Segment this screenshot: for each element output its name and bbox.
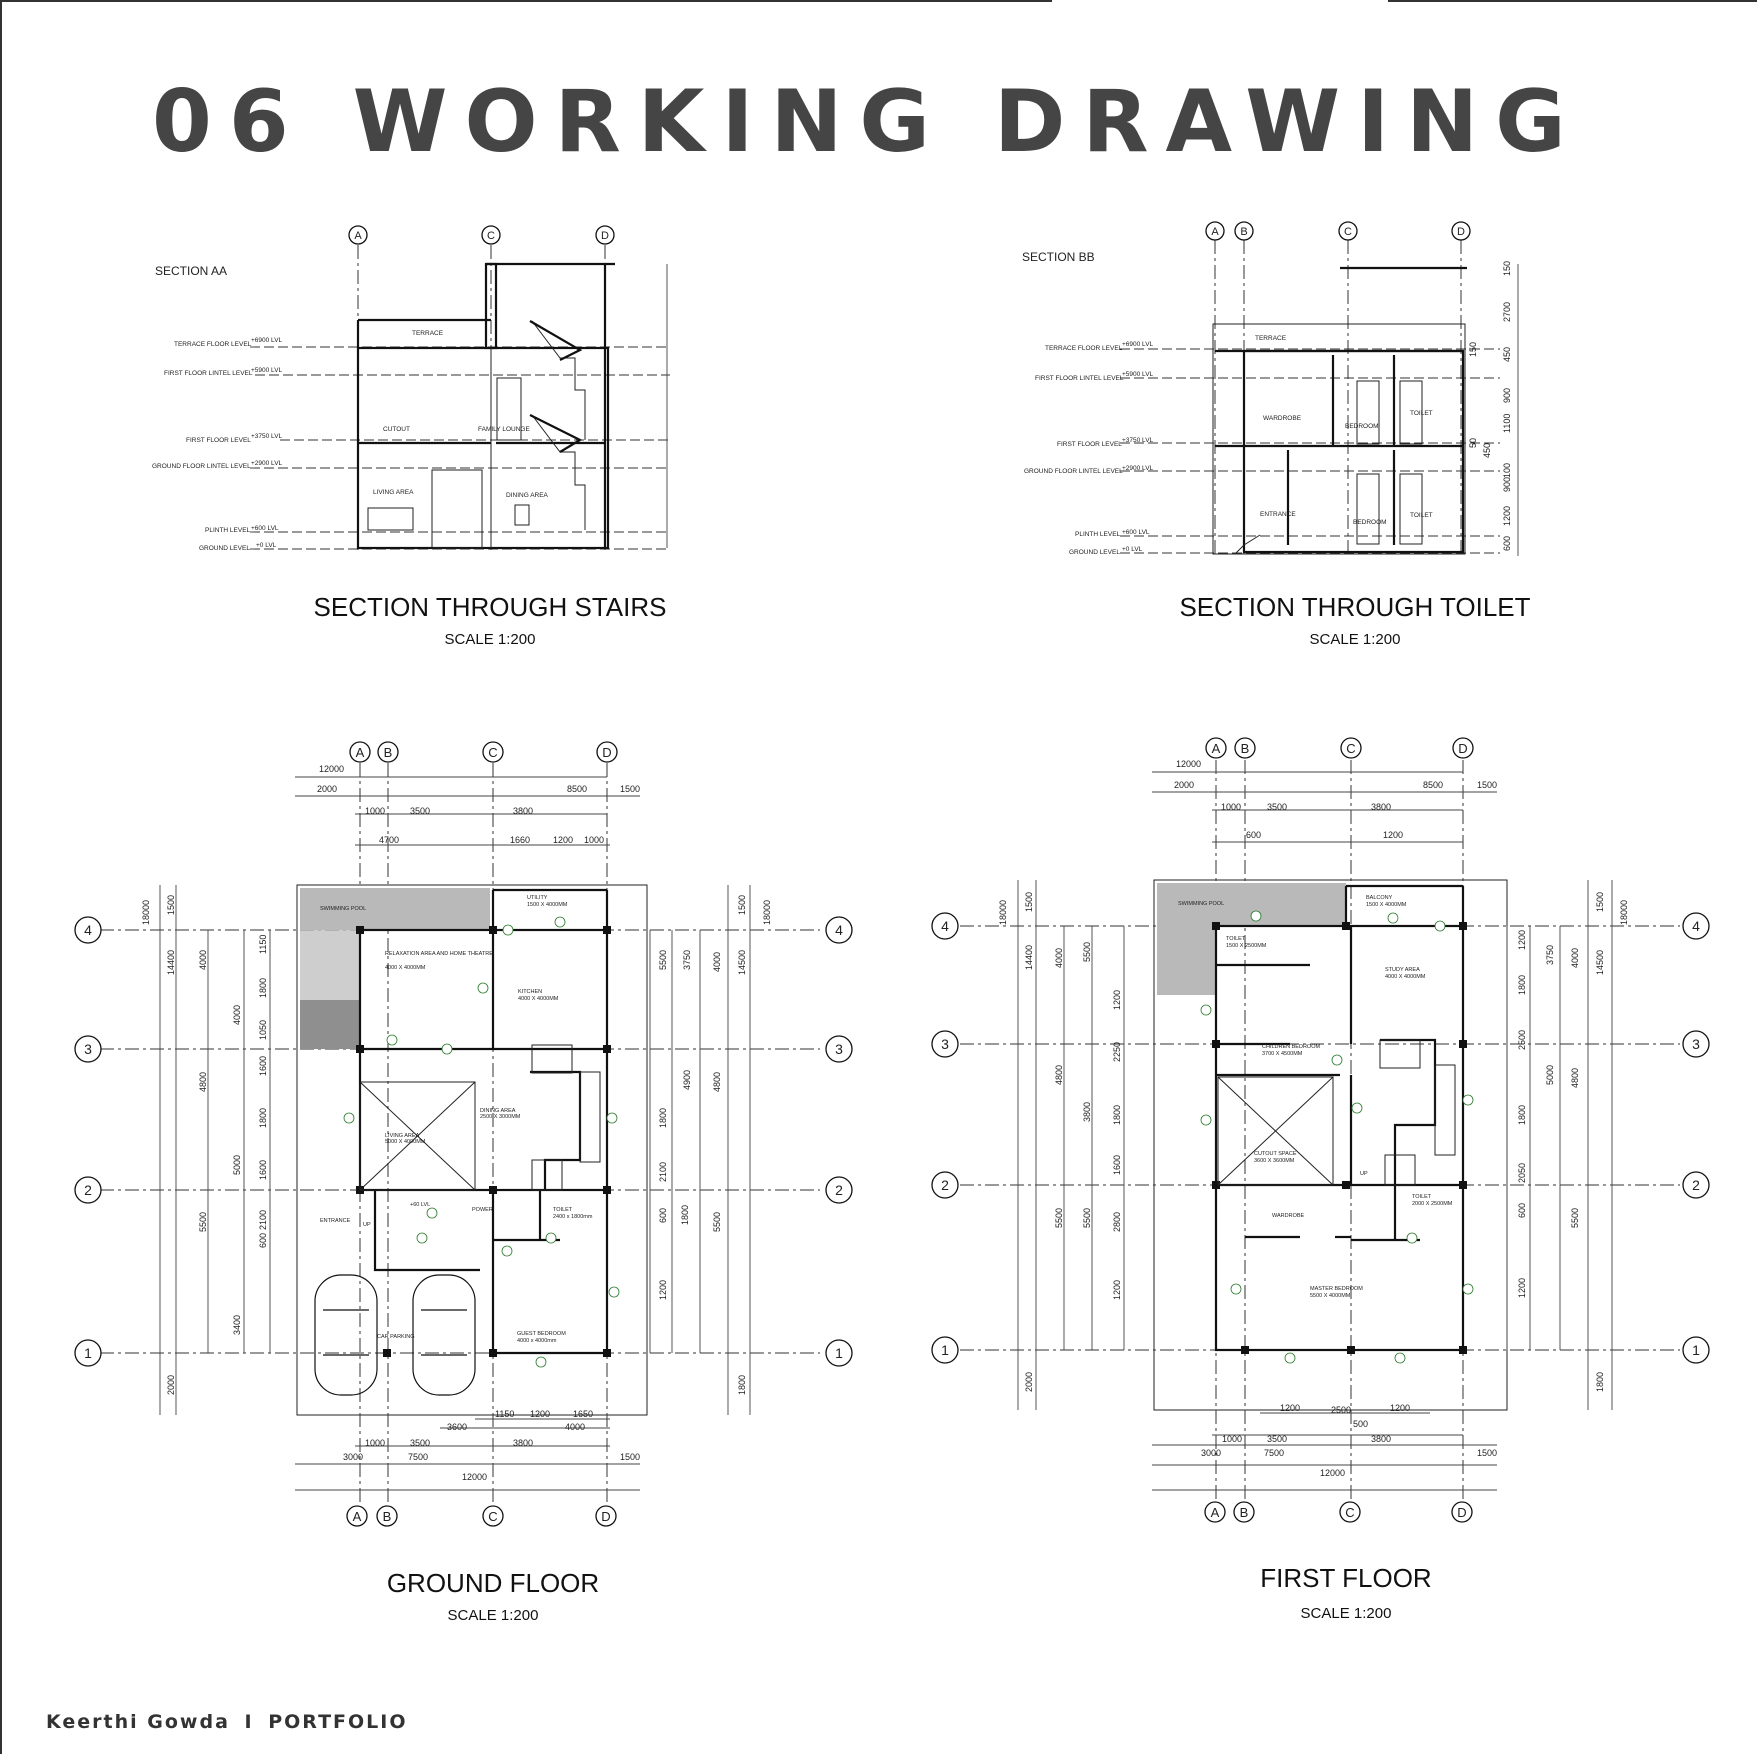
gf-room-utility-size: 1500 X 4000MM	[527, 902, 568, 908]
svg-text:4000: 4000	[232, 1004, 242, 1025]
svg-text:1800: 1800	[1595, 1371, 1605, 1392]
section-bb-grid-c: C	[1344, 226, 1352, 238]
svg-text:4800: 4800	[1054, 1064, 1064, 1085]
svg-text:1800: 1800	[1112, 1104, 1122, 1125]
section-bb-scale: SCALE 1:200	[1309, 631, 1401, 648]
svg-text:2500: 2500	[1331, 1405, 1352, 1415]
svg-text:1000: 1000	[584, 835, 605, 845]
bb-level-value-1: +5900 LVL	[1122, 371, 1154, 378]
bb-room-bedroom-ff: BEDROOM	[1345, 423, 1379, 430]
ff-room-master-bedroom: MASTER BEDROOM	[1310, 1286, 1363, 1292]
ff-room-study-size: 4000 X 4000MM	[1385, 974, 1426, 980]
svg-text:1800: 1800	[680, 1204, 690, 1225]
svg-text:5000: 5000	[1545, 1064, 1555, 1085]
aa-level-name-1: FIRST FLOOR LINTEL LEVEL	[164, 370, 253, 377]
aa-level-value-0: +6900 LVL	[251, 337, 283, 344]
ff-room-wardrobe: WARDROBE	[1272, 1213, 1305, 1219]
svg-text:4000: 4000	[1570, 947, 1580, 968]
first-floor-scale: SCALE 1:200	[1300, 1605, 1392, 1622]
gf-room-living-size: 5000 X 4000MM	[385, 1139, 426, 1145]
bb-level-name-3: GROUND FLOOR LINTEL LEVEL	[1024, 468, 1123, 475]
section-bb-grid-a: A	[1211, 226, 1219, 238]
gf-grid-3-left: 3	[84, 1041, 92, 1057]
svg-text:3800: 3800	[513, 806, 534, 816]
gf-room-power: POWER	[472, 1207, 493, 1213]
ff-dims-top	[1152, 772, 1497, 842]
svg-text:1500: 1500	[1477, 780, 1498, 790]
svg-text:1800: 1800	[258, 977, 268, 998]
gf-dim-bottom-12000: 12000	[462, 1472, 488, 1482]
bb-level-name-5: GROUND LEVEL	[1069, 549, 1120, 556]
gf-grid-b-top: B	[383, 745, 393, 760]
gf-up-tag: UP	[363, 1222, 371, 1228]
bb-room-bedroom-gf: BEDROOM	[1353, 519, 1387, 526]
svg-text:1200: 1200	[1112, 989, 1122, 1010]
svg-text:3800: 3800	[1371, 1434, 1392, 1444]
svg-text:5500: 5500	[712, 1211, 722, 1232]
gf-grid-a-top: A	[355, 745, 365, 760]
svg-text:14400: 14400	[1024, 944, 1034, 970]
svg-text:900: 900	[1502, 476, 1512, 492]
svg-text:600: 600	[258, 1232, 268, 1248]
svg-text:1200: 1200	[1517, 929, 1527, 950]
svg-text:900: 900	[1502, 387, 1512, 403]
svg-text:600: 600	[658, 1207, 668, 1223]
bb-level-name-4: PLINTH LEVEL	[1075, 531, 1121, 538]
section-aa-scale: SCALE 1:200	[444, 631, 536, 648]
gf-grid-b-bottom: B	[382, 1509, 392, 1524]
bb-level-value-4: +600 LVL	[1122, 529, 1150, 536]
svg-text:450: 450	[1482, 442, 1492, 458]
gf-grid-2-left: 2	[84, 1182, 92, 1198]
gf-grid-1-left: 1	[84, 1345, 92, 1361]
gf-level-tag: +60 LVL	[410, 1202, 431, 1208]
svg-text:600: 600	[1517, 1202, 1527, 1218]
ff-up-tag: UP	[1360, 1171, 1368, 1177]
svg-text:1500: 1500	[737, 894, 747, 915]
svg-text:3500: 3500	[1267, 1434, 1288, 1444]
first-floor-title: FIRST FLOOR	[1260, 1563, 1432, 1593]
svg-text:2000: 2000	[1024, 1371, 1034, 1392]
section-aa-grid-d: D	[601, 230, 609, 242]
footer-name: Keerthi Gowda	[46, 1711, 230, 1733]
svg-text:1800: 1800	[1517, 1104, 1527, 1125]
ff-room-balcony-size: 1500 X 4000MM	[1366, 902, 1407, 908]
gf-room-relaxation: RELAXATION AREA AND HOME THEATRE	[385, 951, 493, 957]
bb-room-terrace: TERRACE	[1255, 335, 1287, 342]
gf-room-living: LIVING AREA	[385, 1133, 420, 1139]
ff-room-study: STUDY AREA	[1385, 967, 1420, 973]
svg-text:500: 500	[1353, 1419, 1369, 1429]
ff-grid-4-left: 4	[941, 918, 949, 934]
svg-text:3600: 3600	[447, 1422, 468, 1432]
svg-text:3400: 3400	[232, 1314, 242, 1335]
svg-text:3750: 3750	[682, 949, 692, 970]
aa-level-name-3: GROUND FLOOR LINTEL LEVEL	[152, 463, 251, 470]
svg-text:1200: 1200	[658, 1279, 668, 1300]
ff-dim-bottom-12000: 12000	[1320, 1468, 1346, 1478]
bb-level-value-5: +0 LVL	[1122, 546, 1143, 553]
svg-text:7500: 7500	[1264, 1448, 1285, 1458]
gf-grid-4-right: 4	[835, 922, 843, 938]
svg-text:1500: 1500	[1024, 891, 1034, 912]
svg-text:5500: 5500	[1082, 1207, 1092, 1228]
svg-text:1500: 1500	[620, 784, 641, 794]
section-aa-grid-a: A	[354, 230, 362, 242]
svg-text:1200: 1200	[1280, 1403, 1301, 1413]
svg-text:1200: 1200	[1390, 1403, 1411, 1413]
ff-grid-a-bottom: A	[1210, 1505, 1220, 1520]
gf-room-guest-bedroom-size: 4000 x 4000mm	[517, 1338, 557, 1344]
ff-grid-3-left: 3	[941, 1036, 949, 1052]
aa-level-value-5: +0 LVL	[256, 542, 277, 549]
ff-room-children-bedroom: CHILDREN BEDROOM	[1262, 1044, 1321, 1050]
ground-floor-scale: SCALE 1:200	[447, 1607, 539, 1624]
svg-text:50: 50	[1468, 437, 1478, 448]
ff-room-toilet-2: TOILET	[1412, 1194, 1432, 1200]
section-bb-grid-d: D	[1457, 226, 1465, 238]
svg-text:3800: 3800	[513, 1438, 534, 1448]
svg-text:600: 600	[1246, 830, 1262, 840]
aa-room-dining: DINING AREA	[506, 492, 548, 499]
bb-level-name-1: FIRST FLOOR LINTEL LEVEL	[1035, 375, 1124, 382]
bb-level-name-0: TERRACE FLOOR LEVEL	[1045, 345, 1123, 352]
ff-grid-2-right: 2	[1692, 1177, 1700, 1193]
ff-room-children-bedroom-size: 3700 X 4500MM	[1262, 1051, 1303, 1057]
gf-grid-3-right: 3	[835, 1041, 843, 1057]
svg-text:3800: 3800	[1371, 802, 1392, 812]
svg-text:18000: 18000	[1619, 899, 1629, 925]
aa-room-cutout: CUTOUT	[383, 426, 410, 433]
svg-text:4800: 4800	[1570, 1067, 1580, 1088]
svg-text:2250: 2250	[1112, 1041, 1122, 1062]
ff-grid-d-top: D	[1458, 741, 1468, 756]
ff-grid-2-left: 2	[941, 1177, 949, 1193]
gf-dim-top-12000: 12000	[319, 764, 345, 774]
svg-text:1500: 1500	[1477, 1448, 1498, 1458]
svg-text:2000: 2000	[1174, 780, 1195, 790]
ff-room-toilet-1: TOILET	[1226, 936, 1246, 942]
gf-grid-c-bottom: C	[488, 1509, 498, 1524]
svg-text:1200: 1200	[1502, 505, 1512, 526]
svg-text:2100: 2100	[258, 1209, 268, 1230]
gf-room-guest-bedroom: GUEST BEDROOM	[517, 1331, 566, 1337]
svg-text:2050: 2050	[1517, 1162, 1527, 1183]
svg-text:4000: 4000	[565, 1422, 586, 1432]
ff-grid-3-right: 3	[1692, 1036, 1700, 1052]
svg-text:1650: 1650	[573, 1409, 594, 1419]
gf-room-kitchen: KITCHEN	[518, 989, 543, 995]
svg-text:1000: 1000	[365, 1438, 386, 1448]
svg-text:2000: 2000	[166, 1374, 176, 1395]
ff-dim-top-12000: 12000	[1176, 759, 1202, 769]
aa-room-living: LIVING AREA	[373, 489, 414, 496]
svg-text:14500: 14500	[1595, 949, 1605, 975]
gf-room-dining-size: 2500 X 3000MM	[480, 1114, 521, 1120]
svg-text:450: 450	[1502, 346, 1512, 362]
gf-grid-a-bottom: A	[352, 1509, 362, 1524]
aa-level-value-2: +3750 LVL	[251, 433, 283, 440]
svg-text:1150: 1150	[258, 934, 268, 954]
gf-room-toilet-size: 2400 x 1800mm	[553, 1214, 593, 1220]
svg-text:150: 150	[1468, 341, 1478, 357]
svg-text:2000: 2000	[317, 784, 338, 794]
svg-text:1600: 1600	[258, 1159, 268, 1180]
gf-room-relaxation-size: 4000 X 4000MM	[385, 965, 426, 971]
aa-level-value-4: +600 LVL	[251, 525, 279, 532]
svg-text:3500: 3500	[1267, 802, 1288, 812]
aa-level-name-0: TERRACE FLOOR LEVEL	[174, 341, 252, 348]
gf-room-kitchen-size: 4000 X 4000MM	[518, 996, 559, 1002]
svg-text:5500: 5500	[658, 949, 668, 970]
section-aa-label: SECTION AA	[155, 264, 228, 278]
svg-text:1200: 1200	[553, 835, 574, 845]
svg-text:1000: 1000	[365, 806, 386, 816]
svg-text:14500: 14500	[737, 949, 747, 975]
svg-text:1800: 1800	[1517, 974, 1527, 995]
section-bb-title: SECTION THROUGH TOILET	[1179, 592, 1531, 622]
svg-text:1500: 1500	[620, 1452, 641, 1462]
ff-room-pool: SWIMMING POOL	[1178, 901, 1225, 907]
bb-level-value-3: +2900 LVL	[1122, 465, 1154, 472]
bb-room-entrance: ENTRANCE	[1260, 511, 1296, 518]
bb-room-toilet-ff: TOILET	[1410, 410, 1433, 417]
svg-text:1000: 1000	[1222, 1434, 1243, 1444]
section-aa-title: SECTION THROUGH STAIRS	[313, 592, 667, 622]
svg-text:4800: 4800	[712, 1071, 722, 1092]
aa-level-name-4: PLINTH LEVEL	[205, 527, 251, 534]
ff-swimming-pool	[1157, 883, 1346, 995]
svg-text:1050: 1050	[258, 1019, 268, 1040]
svg-text:2500: 2500	[1517, 1029, 1527, 1050]
ff-grid-1-left: 1	[941, 1342, 949, 1358]
ff-room-cutout: CUTOUT SPACE	[1254, 1151, 1297, 1157]
gf-grid-4-left: 4	[84, 922, 92, 938]
ff-room-toilet-2-size: 2000 X 2500MM	[1412, 1201, 1453, 1207]
gf-grid-d-top: D	[602, 745, 612, 760]
aa-level-value-1: +5900 LVL	[251, 367, 283, 374]
svg-text:1200: 1200	[1112, 1279, 1122, 1300]
section-aa-grid-c: C	[487, 230, 495, 242]
gf-room-utility: UTILITY	[527, 895, 548, 901]
gf-room-toilet: TOILET	[553, 1207, 573, 1213]
svg-text:5500: 5500	[1054, 1207, 1064, 1228]
ff-room-cutout-size: 3600 X 3600MM	[1254, 1158, 1295, 1164]
svg-text:1200: 1200	[530, 1409, 551, 1419]
svg-text:4900: 4900	[682, 1069, 692, 1090]
svg-text:1150: 1150	[495, 1409, 515, 1419]
section-bb-grid-b: B	[1240, 226, 1248, 238]
svg-text:18000: 18000	[998, 899, 1008, 925]
aa-level-name-2: FIRST FLOOR LEVEL	[186, 437, 251, 444]
svg-text:4000: 4000	[712, 951, 722, 972]
svg-text:18000: 18000	[141, 899, 151, 925]
svg-text:7500: 7500	[408, 1452, 429, 1462]
gf-room-dining: DINING AREA	[480, 1108, 516, 1114]
svg-text:1200: 1200	[1383, 830, 1404, 840]
svg-text:3800: 3800	[1082, 1101, 1092, 1122]
svg-text:4800: 4800	[198, 1071, 208, 1092]
svg-text:2700: 2700	[1502, 301, 1512, 322]
svg-text:4000: 4000	[1054, 947, 1064, 968]
aa-room-terrace: TERRACE	[412, 330, 444, 337]
svg-text:1600: 1600	[1112, 1154, 1122, 1175]
svg-text:2800: 2800	[1112, 1211, 1122, 1232]
aa-level-name-5: GROUND LEVEL	[199, 545, 250, 552]
aa-level-value-3: +2900 LVL	[251, 460, 283, 467]
ff-room-master-bedroom-size: 5500 X 4000MM	[1310, 1293, 1351, 1299]
bb-level-value-2: +3750 LVL	[1122, 437, 1154, 444]
page-title: 06 WORKING DRAWING	[152, 72, 1583, 172]
svg-text:2100: 2100	[658, 1161, 668, 1182]
ff-grid-4-right: 4	[1692, 918, 1700, 934]
svg-text:600: 600	[1502, 535, 1512, 551]
ground-floor-title: GROUND FLOOR	[386, 1568, 600, 1598]
aa-room-family-lounge: FAMILY LOUNGE	[478, 426, 530, 433]
svg-text:1100: 1100	[1502, 413, 1512, 433]
gf-grid-c-top: C	[488, 745, 498, 760]
ff-stairs	[1380, 1040, 1455, 1185]
svg-text:1800: 1800	[737, 1374, 747, 1395]
ff-room-balcony: BALCONY	[1366, 895, 1393, 901]
svg-text:1600: 1600	[258, 1055, 268, 1076]
ff-grid-d-bottom: D	[1457, 1505, 1467, 1520]
ff-grid-b-bottom: B	[1239, 1505, 1249, 1520]
svg-text:5500: 5500	[1570, 1207, 1580, 1228]
portfolio-footer	[46, 1711, 408, 1733]
bb-level-name-2: FIRST FLOOR LEVEL	[1057, 441, 1122, 448]
first-floor-caption	[1086, 1563, 1606, 1622]
footer-portfolio: PORTFOLIO	[268, 1711, 408, 1733]
svg-text:150: 150	[1502, 260, 1512, 276]
svg-text:4000: 4000	[198, 949, 208, 970]
ff-grid-c-top: C	[1346, 741, 1356, 756]
svg-text:14400: 14400	[166, 949, 176, 975]
svg-text:8500: 8500	[567, 784, 588, 794]
gf-room-car-parking: CAR PARKING	[377, 1334, 415, 1340]
gf-room-pool: SWIMMING POOL	[320, 906, 367, 912]
svg-text:18000: 18000	[762, 899, 772, 925]
ff-walls	[1216, 886, 1463, 1350]
svg-text:3000: 3000	[1201, 1448, 1222, 1458]
svg-text:1000: 1000	[1221, 802, 1242, 812]
ff-grid-c-bottom: C	[1345, 1505, 1355, 1520]
svg-text:3750: 3750	[1545, 944, 1555, 965]
ff-grid-a-top: A	[1211, 741, 1221, 756]
bb-level-value-0: +6900 LVL	[1122, 341, 1154, 348]
bb-room-toilet-gf: TOILET	[1410, 512, 1433, 519]
svg-text:1500: 1500	[166, 894, 176, 915]
gf-grid-1-right: 1	[835, 1345, 843, 1361]
gf-grid-d-bottom: D	[601, 1509, 611, 1524]
svg-text:1660: 1660	[510, 835, 531, 845]
svg-text:100: 100	[1502, 462, 1512, 478]
svg-text:1800: 1800	[658, 1107, 668, 1128]
gf-grid-2-right: 2	[835, 1182, 843, 1198]
svg-text:5500: 5500	[198, 1211, 208, 1232]
ff-room-toilet-1-size: 1500 X 2500MM	[1226, 943, 1267, 949]
bb-room-wardrobe: WARDROBE	[1263, 415, 1302, 422]
ff-grid-b-top: B	[1240, 741, 1250, 756]
svg-text:4700: 4700	[379, 835, 400, 845]
footer-separator: I	[244, 1711, 254, 1733]
gf-room-entrance: ENTRANCE	[320, 1218, 351, 1224]
svg-text:5500: 5500	[1082, 941, 1092, 962]
svg-text:3500: 3500	[410, 806, 431, 816]
svg-text:3000: 3000	[343, 1452, 364, 1462]
svg-text:1800: 1800	[258, 1107, 268, 1128]
ff-grid-1-right: 1	[1692, 1342, 1700, 1358]
svg-text:1500: 1500	[1595, 891, 1605, 912]
svg-text:5000: 5000	[232, 1154, 242, 1175]
svg-text:1200: 1200	[1517, 1277, 1527, 1298]
svg-text:3500: 3500	[410, 1438, 431, 1448]
section-bb-label: SECTION BB	[1022, 250, 1095, 264]
svg-text:8500: 8500	[1423, 780, 1444, 790]
